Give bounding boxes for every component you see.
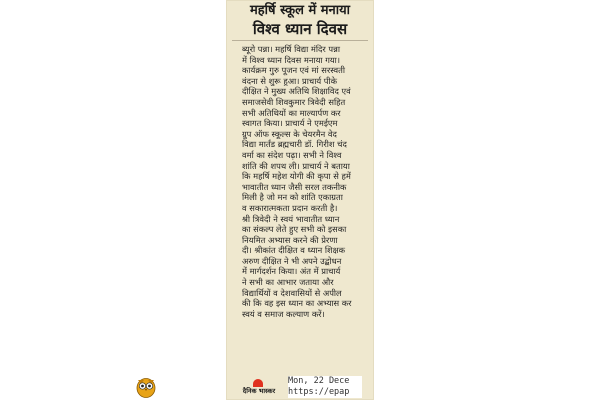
headline-divider: [232, 40, 368, 41]
article-line: स्वागत किया। प्राचार्य ने एमईएम: [242, 118, 338, 129]
date-stamp: Mon, 22 Dece: [288, 376, 350, 386]
article-line: विद्या मार्तंड ब्रह्मचारी डॉ. गिरीश चंद: [242, 139, 347, 150]
newspaper-clipping: [226, 0, 374, 400]
article-line: श्री त्रिवेदी ने स्वयं भावातीत ध्यान: [242, 213, 340, 224]
owl-mascot-icon: [135, 374, 157, 398]
article-line: कि महर्षि महेश योगी की कृपा से हमें: [242, 171, 351, 182]
article-line: दीक्षित ने मुख्य अतिथि शिक्षाविद एवं: [242, 86, 351, 97]
article-line: दी। श्रीकांत दीक्षित व ध्यान शिक्षक: [242, 245, 345, 256]
article-line: मिली है जो मन को शांति एकाग्रता: [242, 192, 343, 203]
article-line: वंदना से शुरू हुआ। प्राचार्य पीके: [242, 75, 338, 86]
article-line: कार्यक्रम गुरु पूजन एवं मां सरस्वती: [242, 65, 345, 76]
url-stamp: https://epap: [288, 387, 350, 397]
clipping-footer: [226, 374, 374, 400]
headline: [226, 3, 374, 37]
left-margin: [0, 0, 226, 400]
right-margin: [374, 0, 600, 400]
article-line: शांति की शपथ ली। प्राचार्य ने बताया: [242, 160, 350, 171]
article-line: सभी अतिथियों का माल्यार्पण कर: [242, 107, 341, 118]
article-line: विद्यार्थियों व देशवासियों से अपील: [242, 287, 342, 298]
article-line: स्वयं व समाज कल्याण करें।: [242, 308, 325, 319]
article-line: अरुण दीक्षित ने भी अपने उद्बोधन: [242, 255, 342, 266]
article-line: में मार्गदर्शन किया। अंत में प्राचार्य: [242, 266, 341, 277]
headline-line-1: महर्षि स्कूल में मनाया: [249, 3, 351, 18]
article-line: की कि वह इस ध्यान का अभ्यास कर: [242, 298, 352, 309]
source-stamp: [288, 376, 362, 398]
article-line: भावातीत ध्यान जैसी सरल तकनीक: [242, 181, 347, 192]
article-line: व सकारात्मकता प्रदान करती है।: [242, 202, 338, 213]
article-body: [242, 44, 364, 319]
article-line: समाजसेवी शिवकुमार त्रिवेदी सहित: [242, 96, 346, 107]
newspaper-logo: [239, 379, 279, 397]
article-line: ब्यूरो पन्ना। महर्षि विद्या मंदिर पन्ना: [242, 44, 341, 54]
article-line: ने सभी का आभार जताया और: [242, 277, 334, 288]
article-line: नियमित अभ्यास करने की प्रेरणा: [242, 234, 338, 245]
article-line: वर्मा का संदेश पढ़ा। सभी ने विश्व: [242, 149, 342, 160]
article-line: ग्रुप ऑफ स्कूल्स के चेयरमैन वेद: [242, 128, 337, 139]
article-line: में विश्व ध्यान दिवस मनाया गया।: [242, 54, 340, 65]
logo-text: दैनिक भास्कर: [242, 387, 276, 395]
article-line: का संकल्प लेते हुए सभी को इसका: [242, 224, 347, 235]
headline-line-2: विश्व ध्यान दिवस: [252, 20, 348, 38]
